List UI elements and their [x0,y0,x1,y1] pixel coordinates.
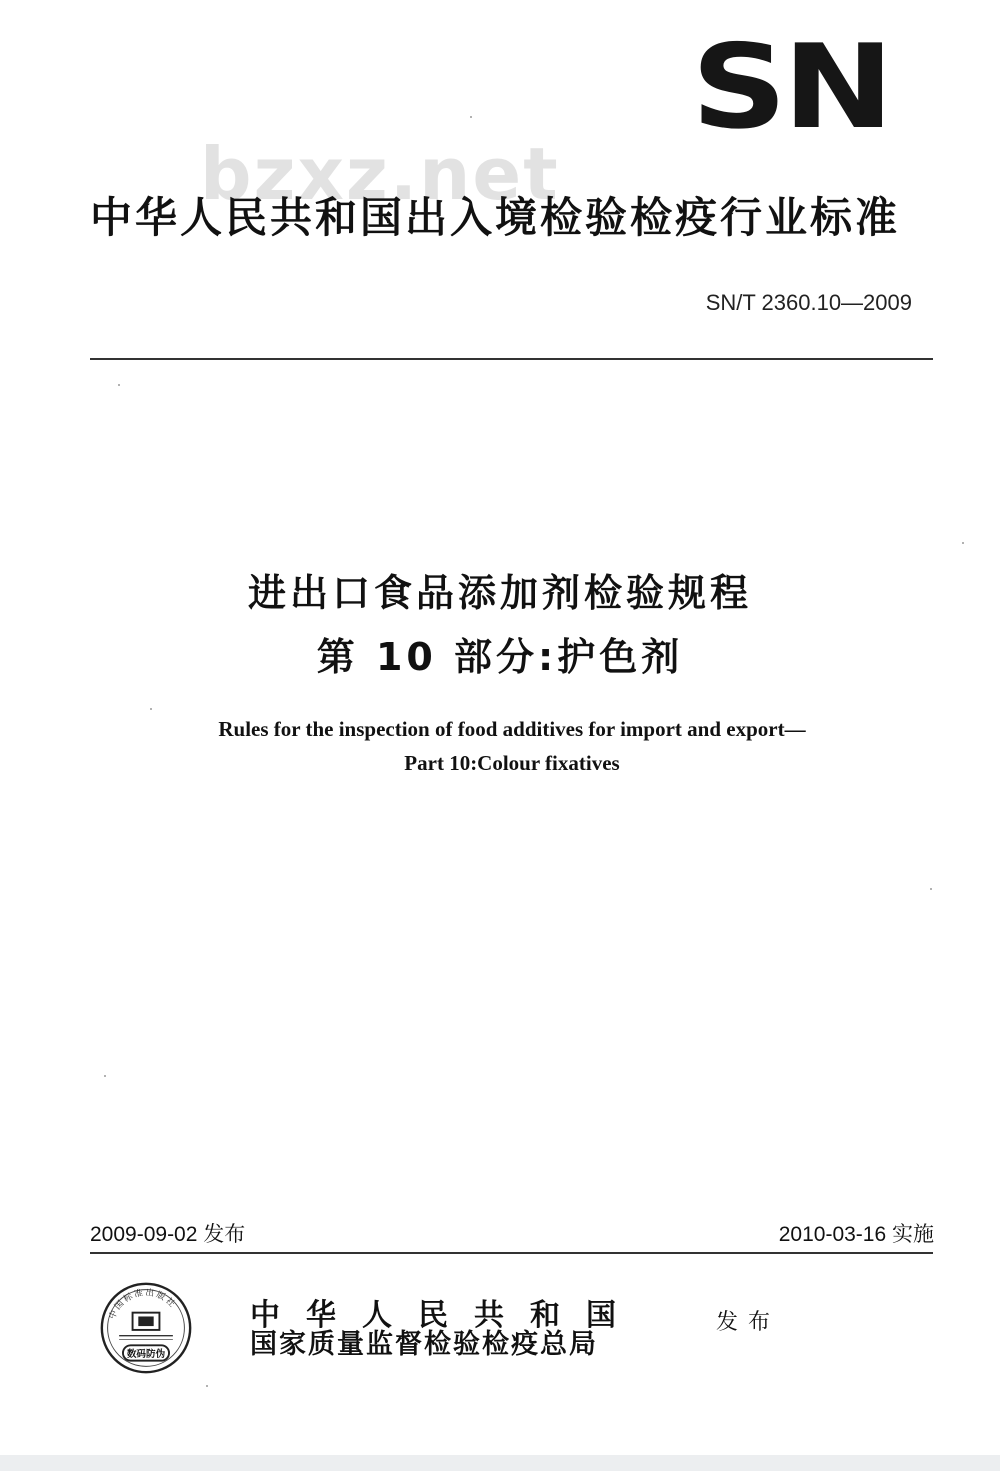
standard-code: SN/T 2360.10—2009 [705,290,912,315]
scan-speck [118,384,120,386]
issue-verb: 发布 [716,1310,781,1335]
seal-ring-text: 中国标准出版社 [107,1288,178,1321]
title-zh-line2: 第 10 部分:护色剂 [316,635,684,679]
seal-bottom-text: 数码防伪 [126,1348,166,1360]
svg-text:中国标准出版社 [106,1286,179,1321]
title-zh-line1: 进出口食品添加剂检验规程 [247,571,752,615]
issuer-line2: 国家质量监督检验检疫总局 [250,1329,598,1360]
scan-speck [930,888,932,890]
sn-logo: SN [691,20,890,155]
title-en-line2: Part 10:Colour fixatives [404,751,620,775]
issue-date: 2009-09-02 发布 [90,1223,246,1246]
watermark: bzxz.net [200,132,560,216]
bottom-divider [90,1252,933,1254]
publisher-seal-icon [98,1280,194,1376]
top-divider [90,358,933,360]
scan-speck [104,1075,106,1077]
title-en-line1: Rules for the inspection of food additives for import and export— [218,717,806,741]
header-title: 中华人民共和国出入境检验检疫行业标准 [90,193,901,242]
scan-speck [470,116,472,118]
scan-speck [962,542,964,544]
scan-speck [150,708,152,710]
bottom-band [0,1455,1000,1471]
implementation-date: 2010-03-16 实施 [778,1223,934,1246]
issuer-line1: 中华人民共和国 [250,1298,642,1333]
scan-speck [206,1385,208,1387]
